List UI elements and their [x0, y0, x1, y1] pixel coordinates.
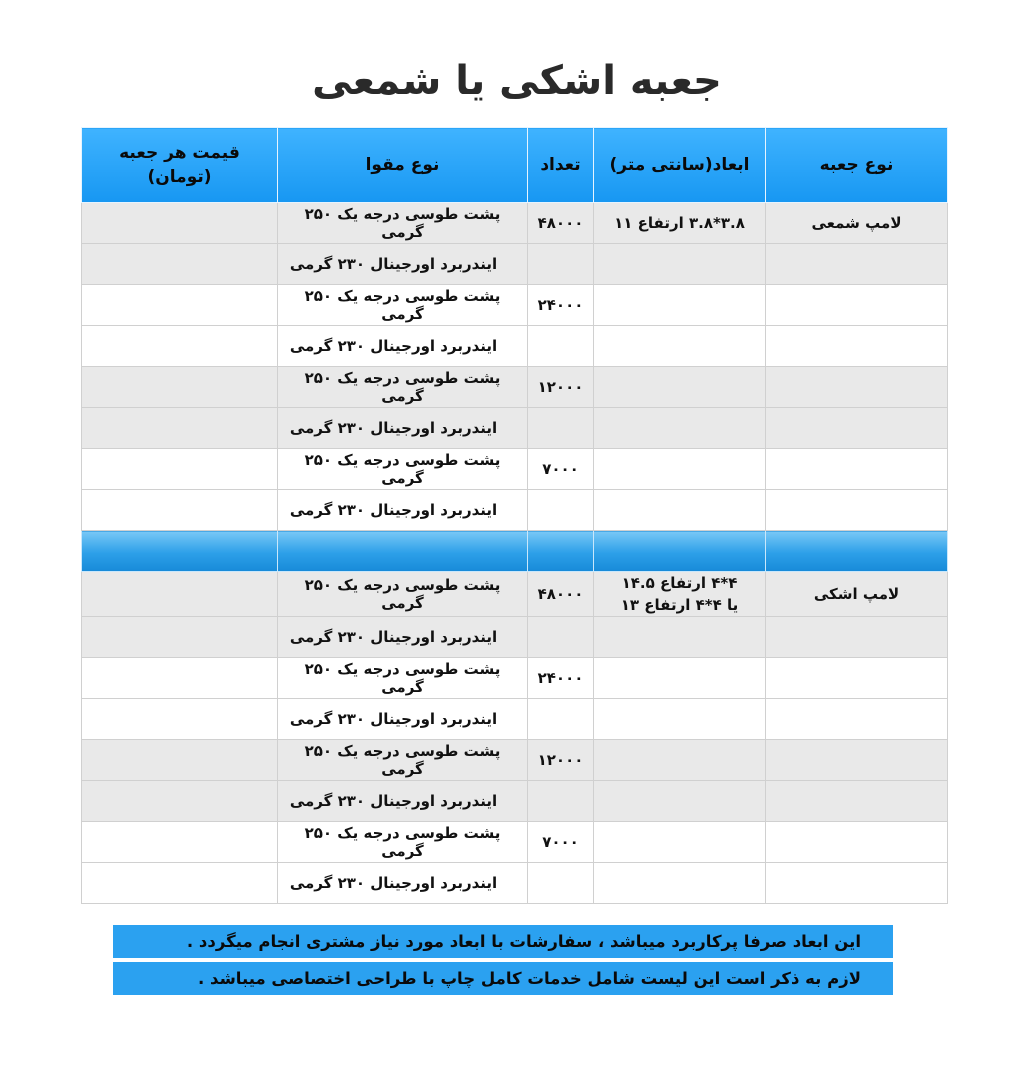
material-cell: ایندربرد اورجینال ۲۳۰ گرمی [278, 490, 528, 531]
table-row [82, 244, 948, 285]
price-cell [82, 740, 278, 781]
material-cell: ایندربرد اورجینال ۲۳۰ گرمی [278, 617, 528, 658]
price-cell [82, 781, 278, 822]
quantity-cell: ۱۲۰۰۰ [528, 367, 594, 408]
quantity-cell: ۴۸۰۰۰ [528, 203, 594, 244]
material-cell: پشت طوسی درجه یک ۲۵۰ گرمی [278, 740, 528, 781]
table-row [82, 822, 948, 863]
price-cell [82, 617, 278, 658]
material-cell: ایندربرد اورجینال ۲۳۰ گرمی [278, 408, 528, 449]
material-cell: ایندربرد اورجینال ۲۳۰ گرمی [278, 781, 528, 822]
header-dimensions: ابعاد(سانتی متر) [594, 128, 766, 203]
dimensions-line: ۴*۴ ارتفاع ۱۴.۵ [621, 574, 738, 592]
table-row [82, 367, 948, 408]
dimensions-cell [594, 572, 766, 617]
price-cell [82, 699, 278, 740]
table-row [82, 781, 948, 822]
material-cell: پشت طوسی درجه یک ۲۵۰ گرمی [278, 822, 528, 863]
material-cell: ایندربرد اورجینال ۲۳۰ گرمی [278, 863, 528, 904]
separator-row [82, 531, 948, 572]
header-price: قیمت هر جعبه (تومان) [82, 128, 278, 203]
price-cell [82, 863, 278, 904]
box-type-cell: لامپ اشکی [766, 572, 948, 617]
quantity-cell: ۷۰۰۰ [528, 449, 594, 490]
table-row [82, 658, 948, 699]
table-row [82, 699, 948, 740]
note-banner-dimensions: این ابعاد صرفا پرکاربرد میباشد ، سفارشات با ابعاد مورد نیاز مشتری انجام میگردد . [113, 925, 893, 958]
price-cell [82, 658, 278, 699]
table-row [82, 326, 948, 367]
quantity-cell: ۲۴۰۰۰ [528, 658, 594, 699]
price-cell [82, 490, 278, 531]
material-cell: پشت طوسی درجه یک ۲۵۰ گرمی [278, 367, 528, 408]
material-cell: ایندربرد اورجینال ۲۳۰ گرمی [278, 244, 528, 285]
table-row [82, 449, 948, 490]
table-row [82, 572, 948, 617]
price-cell [82, 244, 278, 285]
table-row [82, 490, 948, 531]
material-cell: ایندربرد اورجینال ۲۳۰ گرمی [278, 326, 528, 367]
header-row [82, 128, 948, 203]
price-cell [82, 572, 278, 617]
price-cell [82, 367, 278, 408]
page-title: جعبه اشکی یا شمعی [312, 58, 722, 104]
price-cell [82, 822, 278, 863]
note-banner-printing: لازم به ذکر است این لیست شامل خدمات کامل چاپ با طراحی اختصاصی میباشد . [113, 962, 893, 995]
price-cell [82, 408, 278, 449]
table-row [82, 863, 948, 904]
price-cell [82, 326, 278, 367]
material-cell: پشت طوسی درجه یک ۲۵۰ گرمی [278, 449, 528, 490]
price-cell [82, 449, 278, 490]
price-cell [82, 203, 278, 244]
quantity-cell: ۷۰۰۰ [528, 822, 594, 863]
table-row [82, 617, 948, 658]
box-type-cell: لامپ شمعی [766, 203, 948, 244]
table-row [82, 408, 948, 449]
dimensions-cell: ۳.۸*۳.۸ ارتفاع ۱۱ [594, 203, 766, 244]
material-cell: پشت طوسی درجه یک ۲۵۰ گرمی [278, 658, 528, 699]
header-material: نوع مقوا [278, 128, 528, 203]
header-type: نوع جعبه [766, 128, 948, 203]
table-row [82, 740, 948, 781]
dimensions-line: یا ۴*۴ ارتفاع ۱۳ [620, 596, 739, 614]
table-row [82, 203, 948, 244]
material-cell: پشت طوسی درجه یک ۲۵۰ گرمی [278, 285, 528, 326]
price-cell [82, 285, 278, 326]
quantity-cell: ۴۸۰۰۰ [528, 572, 594, 617]
price-table [81, 127, 948, 904]
quantity-cell: ۲۴۰۰۰ [528, 285, 594, 326]
quantity-cell: ۱۲۰۰۰ [528, 740, 594, 781]
table-row [82, 285, 948, 326]
header-quantity: تعداد [528, 128, 594, 203]
material-cell: پشت طوسی درجه یک ۲۵۰ گرمی [278, 572, 528, 617]
material-cell: پشت طوسی درجه یک ۲۵۰ گرمی [278, 203, 528, 244]
material-cell: ایندربرد اورجینال ۲۳۰ گرمی [278, 699, 528, 740]
